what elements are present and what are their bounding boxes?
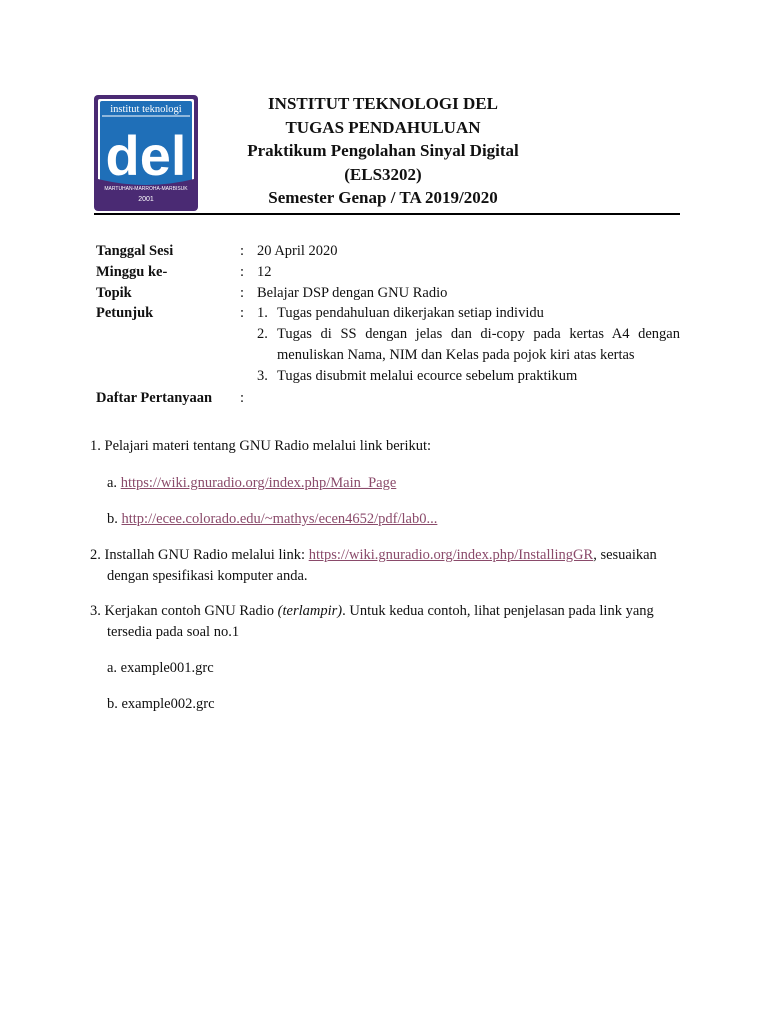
list-item-text: Tugas pendahuluan dikerjakan setiap individu bbox=[277, 305, 544, 322]
list-item-prefix: b. bbox=[107, 511, 122, 527]
colon: : bbox=[240, 305, 245, 322]
question-2-text-end: , sesuaikan dengan spesifikasi komputer anda. bbox=[107, 547, 657, 584]
gnuradio-main-page-link[interactable]: https://wiki.gnuradio.org/index.php/Main_Page bbox=[120, 475, 397, 491]
info-table bbox=[96, 241, 680, 408]
list-item-text: Tugas disubmit melalui ecource sebelum praktikum bbox=[277, 367, 578, 384]
question-2-text: 2. Installah GNU Radio melalui link: bbox=[90, 547, 309, 563]
semester-title: Semester Genap / TA 2019/2020 bbox=[268, 188, 498, 207]
colon: : bbox=[240, 243, 245, 259]
institution-title: INSTITUT TEKNOLOGI DEL bbox=[268, 94, 498, 113]
question-1-link-a-line bbox=[107, 473, 396, 494]
petunjuk-label: Petunjuk bbox=[96, 305, 154, 322]
del-logo bbox=[94, 95, 198, 211]
colorado-lab-link[interactable]: http://ecee.colorado.edu/~mathys/ecen4652/pdf/lab0... bbox=[121, 511, 438, 527]
info-row-petunjuk bbox=[96, 303, 680, 386]
logo-ribbon-text: MARTUHAN-MARROHA-MARBISUK bbox=[104, 186, 188, 192]
list-item-number: 1. bbox=[257, 305, 268, 322]
question-3-text: 3. Kerjakan contoh GNU Radio bbox=[90, 603, 278, 619]
list-item-text: Tugas di SS dengan jelas dan di-copy pada kertas A4 dengan menuliskan Nama, NIM dan Kelas pada pojok kiri atas kertas bbox=[277, 326, 680, 363]
list-item-number: 2. bbox=[257, 326, 268, 343]
question-3-italic: (terlampir) bbox=[277, 603, 343, 619]
logo-main-text: del bbox=[105, 124, 187, 187]
minggu-label: Minggu ke- bbox=[96, 263, 168, 280]
logo-year: 2001 bbox=[138, 196, 154, 203]
question-3 bbox=[90, 601, 680, 643]
question-2 bbox=[90, 545, 680, 587]
list-item bbox=[257, 366, 680, 387]
topik-label: Topik bbox=[96, 284, 132, 301]
course-code: (ELS3202) bbox=[344, 164, 422, 184]
info-row-minggu bbox=[96, 262, 680, 283]
colon: : bbox=[240, 284, 245, 301]
daftar-label: Daftar Pertanyaan bbox=[96, 389, 213, 406]
course-title: Praktikum Pengolahan Sinyal Digital bbox=[247, 141, 519, 160]
question-3-example-b: b. example002.grc bbox=[107, 696, 215, 712]
question-1-link-b-line bbox=[107, 509, 437, 530]
info-row-topik bbox=[96, 283, 680, 304]
question-3-example-a: a. example001.grc bbox=[107, 660, 214, 676]
tanggal-label: Tanggal Sesi bbox=[96, 243, 174, 259]
petunjuk-list bbox=[257, 303, 680, 386]
list-item bbox=[257, 324, 680, 366]
colon: : bbox=[240, 263, 245, 280]
info-row-daftar bbox=[96, 388, 680, 409]
topik-value: Belajar DSP dengan GNU Radio bbox=[257, 284, 448, 301]
logo-top-text: institut teknologi bbox=[110, 104, 182, 115]
header-divider bbox=[94, 213, 680, 215]
colon: : bbox=[240, 389, 245, 406]
question-1: 1. Pelajari materi tentang GNU Radio melalui link berikut: bbox=[90, 438, 432, 454]
installing-gr-link[interactable]: https://wiki.gnuradio.org/index.php/InstallingGR bbox=[308, 547, 594, 563]
document-header bbox=[232, 92, 534, 210]
question-3-text-end: . Untuk kedua contoh, lihat penjelasan pada link yang tersedia pada soal no.1 bbox=[107, 603, 654, 640]
list-item-prefix: a. bbox=[107, 475, 121, 491]
tanggal-value: 20 April 2020 bbox=[257, 243, 338, 259]
document-type-title: TUGAS PENDAHULUAN bbox=[285, 117, 481, 137]
list-item-number: 3. bbox=[257, 367, 268, 384]
minggu-value: 12 bbox=[257, 263, 272, 280]
list-item bbox=[257, 303, 680, 324]
info-row-tanggal bbox=[96, 241, 680, 262]
